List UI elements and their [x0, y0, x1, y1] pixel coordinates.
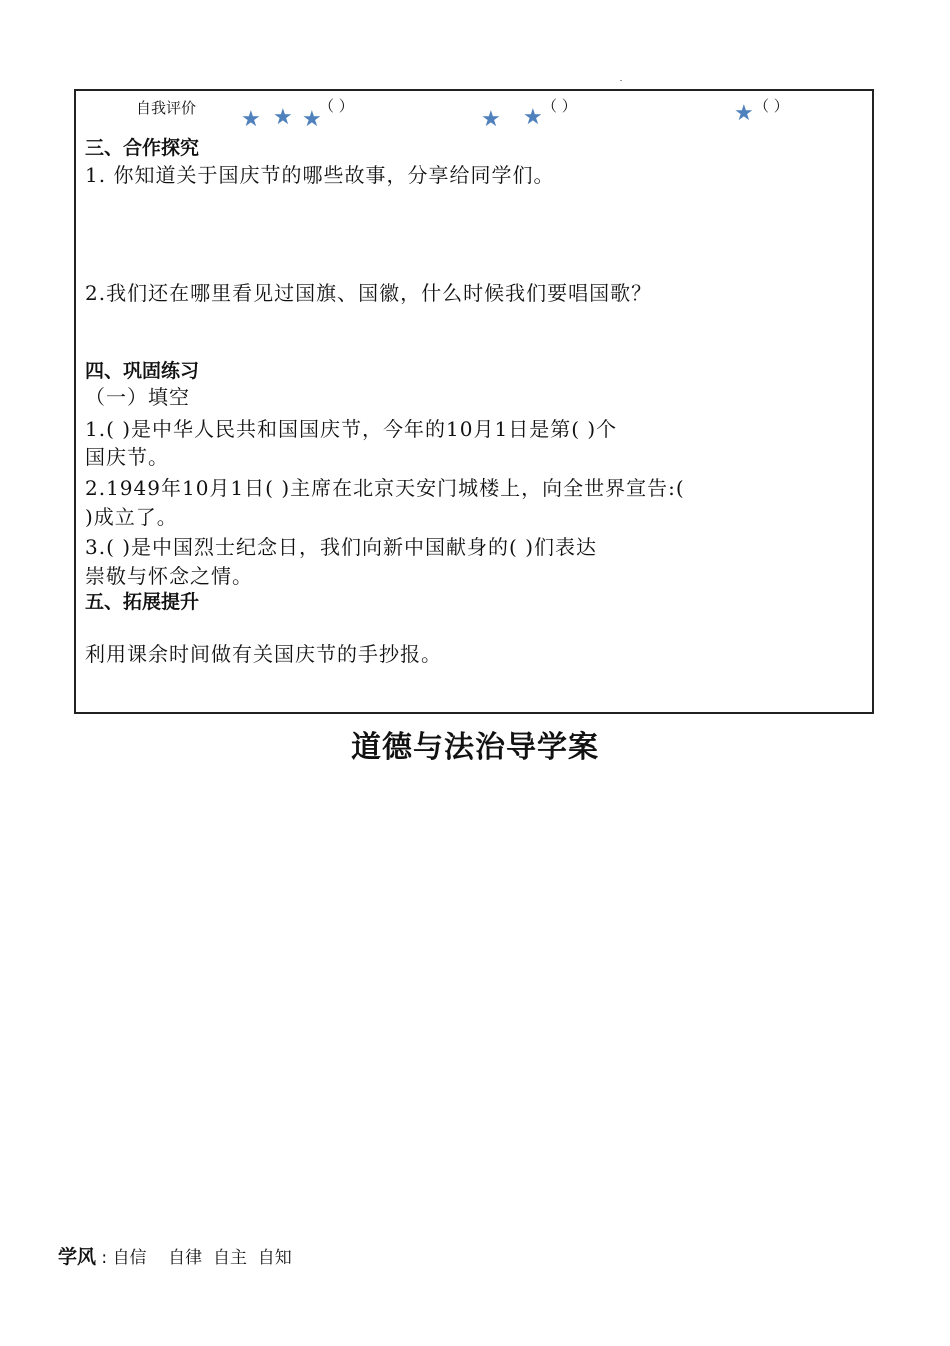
- section-heading-cooperative-inquiry: 三、合作探究: [85, 137, 200, 159]
- star-icon: ★: [241, 107, 261, 132]
- fill-item-1: 1.( )是中华人民共和国国庆节，今年的10月1日是第( )个: [85, 417, 618, 441]
- section-heading-extension: 五、拓展提升: [85, 591, 200, 613]
- star-icon: ★: [302, 107, 322, 132]
- star-icon: ★: [273, 105, 293, 130]
- rating-blank-one[interactable]: （ ）: [754, 97, 789, 115]
- subsection-fill-blank: （一）填空: [85, 385, 190, 409]
- fill-item-2-cont: )成立了。: [85, 505, 178, 529]
- star-icon: ★: [481, 107, 501, 132]
- page-title: 道德与法治导学案: [351, 730, 599, 765]
- rating-blank-two[interactable]: （ ）: [542, 97, 577, 115]
- fill-item-3-cont: 崇敬与怀念之情。: [85, 564, 253, 588]
- self-eval-label: 自我评价: [136, 99, 197, 117]
- fill-item-1-cont: 国庆节。: [85, 445, 169, 469]
- footer-separator: :: [101, 1248, 108, 1268]
- question-2: 2.我们还在哪里看见过国旗、国徽，什么时候我们要唱国歌？: [85, 281, 653, 305]
- worksheet-box: [74, 89, 874, 714]
- footer-motto: [58, 1242, 292, 1269]
- star-icon: ★: [734, 101, 754, 126]
- extension-task: 利用课余时间做有关国庆节的手抄报。: [85, 642, 442, 666]
- footer-values: 自信 自律 自主 自知: [112, 1248, 292, 1268]
- fill-item-2: 2.1949年10月1日( )主席在北京天安门城楼上，向全世界宣告:(: [85, 476, 685, 500]
- star-icon: ★: [523, 105, 543, 130]
- footer-label: 学风: [58, 1246, 97, 1268]
- rating-blank-three[interactable]: （ ）: [319, 97, 354, 115]
- fill-item-3: 3.( )是中国烈士纪念日，我们向新中国献身的( )们表达: [85, 535, 598, 559]
- section-heading-practice: 四、巩固练习: [85, 360, 200, 382]
- question-1: 1. 你知道关于国庆节的哪些故事，分享给同学们。: [85, 163, 555, 187]
